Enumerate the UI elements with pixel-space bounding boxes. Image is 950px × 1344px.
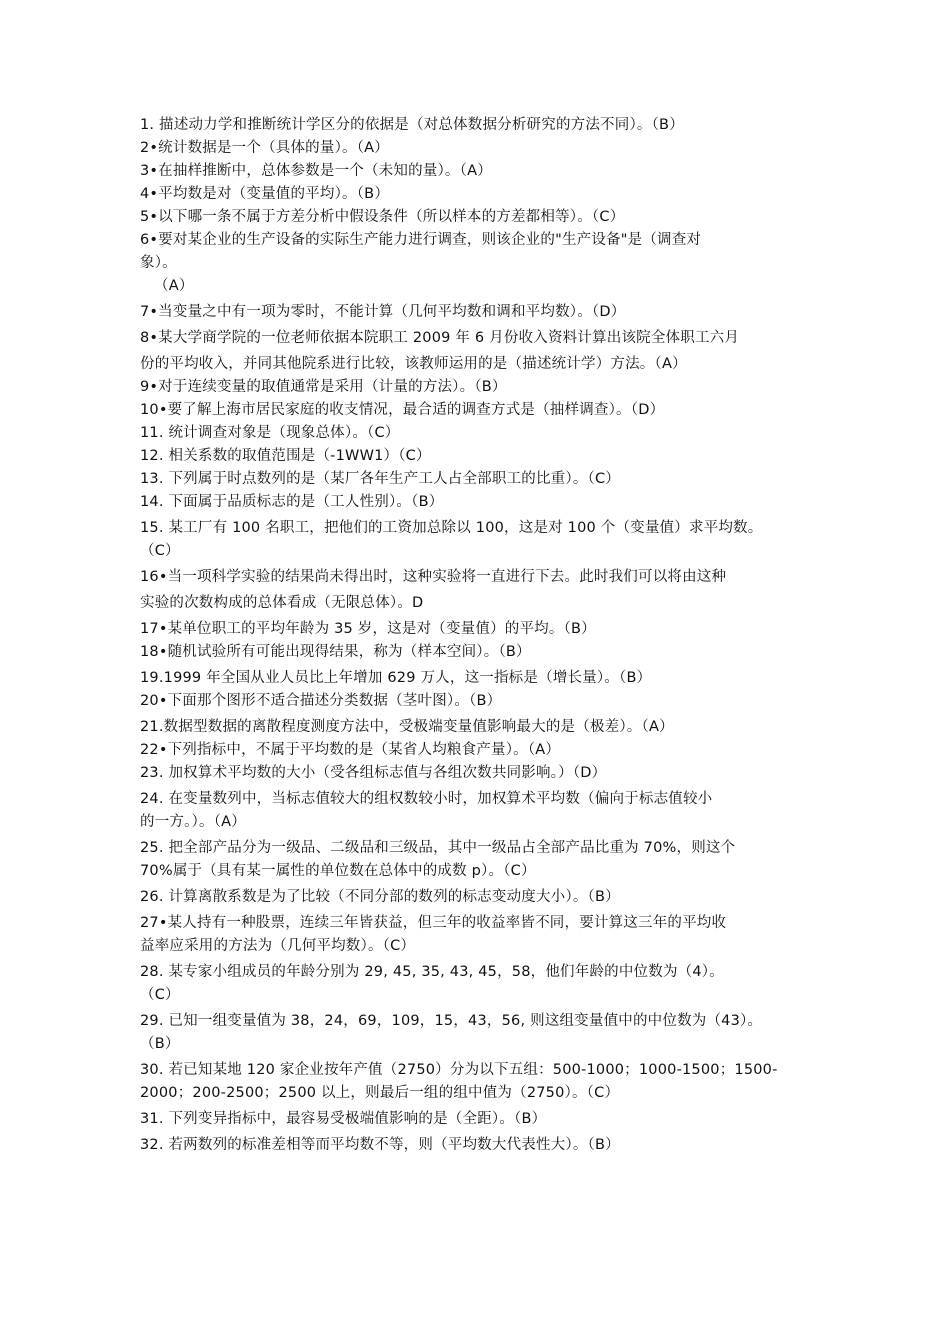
question-28-answer: （C） [140,987,180,1003]
question-15-line: 15. 某工厂有 100 名职工，把他们的工资加总除以 100，这是对 100 个（变量值）求平均数。 [140,520,763,536]
question-23-line: 23. 加权算术平均数的大小（受各组标志值与各组次数共同影响。）（D） [140,765,607,781]
question-31-line: 31. 下列变异指标中，最容易受极端值影响的是（全距）。（B） [140,1111,547,1127]
question-18-line: 18•随机试验所有可能出现得结果，称为（样本空间）。（B） [140,644,531,660]
question-8-line-a: 8•某大学商学院的一位老师依据本院职工 2009 年 6 月份收入资料计算出该院全体职工六月 [140,330,740,346]
question-21-line: 21.数据型数据的离散程度测度方法中，受极端变量值影响最大的是（极差）。（A） [140,719,674,735]
question-30-line-a: 30. 若已知某地 120 家企业按年产值（2750）分为以下五组：500-1000；1000-1500；1500- [140,1062,778,1078]
question-28-line: 28. 某专家小组成员的年龄分别为 29, 45, 35, 43, 45，58，他们年龄的中位数为（4）。 [140,964,724,980]
question-19-line: 19.1999 年全国从业人员比上年增加 629 万人，这一指标是（增长量）。（B） [140,670,652,686]
question-3-line: 3•在抽样推断中，总体参数是一个（未知的量）。（A） [140,163,492,179]
question-9-line: 9•对于连续变量的取值通常是采用（计量的方法）。（B） [140,379,507,395]
question-11-line: 11. 统计调查对象是（现象总体）。（C） [140,425,400,441]
question-14-line: 14. 下面属于品质标志的是（工人性别）。（B） [140,494,444,510]
question-24-line-b: 的一方。）。（A） [140,814,246,830]
question-16-line-b: 实验的次数构成的总体看成（无限总体）。D [140,595,424,611]
question-29-answer: （B） [140,1036,180,1052]
question-5-line: 5•以下哪一条不属于方差分析中假设条件（所以样本的方差都相等）。（C） [140,209,625,225]
question-20-line: 20•下面那个图形不适合描述分类数据（茎叶图）。（B） [140,693,502,709]
question-24-line-a: 24. 在变量数列中，当标志值较大的组权数较小时，加权算术平均数（偏向于标志值较小 [140,791,713,807]
question-25-line-a: 25. 把全部产品分为一级品、二级品和三级品，其中一级品占全部产品比重为 70%，则这个 [140,840,736,856]
question-29-line: 29. 已知一组变量值为 38，24，69，109，15，43，56, 则这组变量值中的中位数为（43）。 [140,1013,763,1029]
question-16-line-a: 16•当一项科学实验的结果尚未得出时，这种实验将一直进行下去。此时我们可以将由这种 [140,569,727,585]
question-7-line: 7•当变量之中有一项为零时，不能计算（几何平均数和调和平均数）。（D） [140,304,626,320]
question-30-line-b: 2000；200-2500；2500 以上，则最后一组的组中值为（2750）。（C） [140,1085,620,1101]
question-13-line: 13. 下列属于时点数列的是（某厂各年生产工人占全部职工的比重）。（C） [140,471,620,487]
question-32-line: 32. 若两数列的标准差相等而平均数不等，则（平均数大代表性大）。（B） [140,1137,620,1153]
question-12-line: 12. 相关系数的取值范围是（-1WW1）（C） [140,448,431,464]
question-15-answer: （C） [140,543,180,559]
question-27-line-b: 益率应采用的方法为（几何平均数）。（C） [140,938,416,954]
question-17-line: 17•某单位职工的平均年龄为 35 岁，这是对（变量值）的平均。（B） [140,621,596,637]
question-4-line: 4•平均数是对（变量值的平均）。（B） [140,186,390,202]
question-26-line: 26. 计算离散系数是为了比较（不同分部的数列的标志变动度大小）。（B） [140,889,620,905]
document-body [140,114,830,1157]
question-6-line-b: 象）。 [140,255,177,271]
question-8-line-b: 份的平均收入，并同其他院系进行比较，该教师运用的是（描述统计学）方法。（A） [140,356,687,372]
question-27-line-a: 27•某人持有一种股票，连续三年皆获益，但三年的收益率皆不同，要计算这三年的平均收 [140,915,727,931]
question-22-line: 22•下列指标中，不属于平均数的是（某省人均粮食产量）。（A） [140,742,561,758]
question-6-line-a: 6•要对某企业的生产设备的实际生产能力进行调查，则该企业的"生产设备"是（调查对 [140,232,702,248]
question-2-line: 2•统计数据是一个（具体的量）。（A） [140,140,389,156]
question-10-line: 10•要了解上海市居民家庭的收支情况，最合适的调查方式是（抽样调查）。（D） [140,402,665,418]
question-25-line-b: 70%属于（具有某一属性的单位数在总体中的成数 p）。（C） [140,863,536,879]
question-6-answer: （A） [154,278,194,294]
question-1-line: 1. 描述动力学和推断统计学区分的依据是（对总体数据分析研究的方法不同）。（B） [140,117,684,133]
